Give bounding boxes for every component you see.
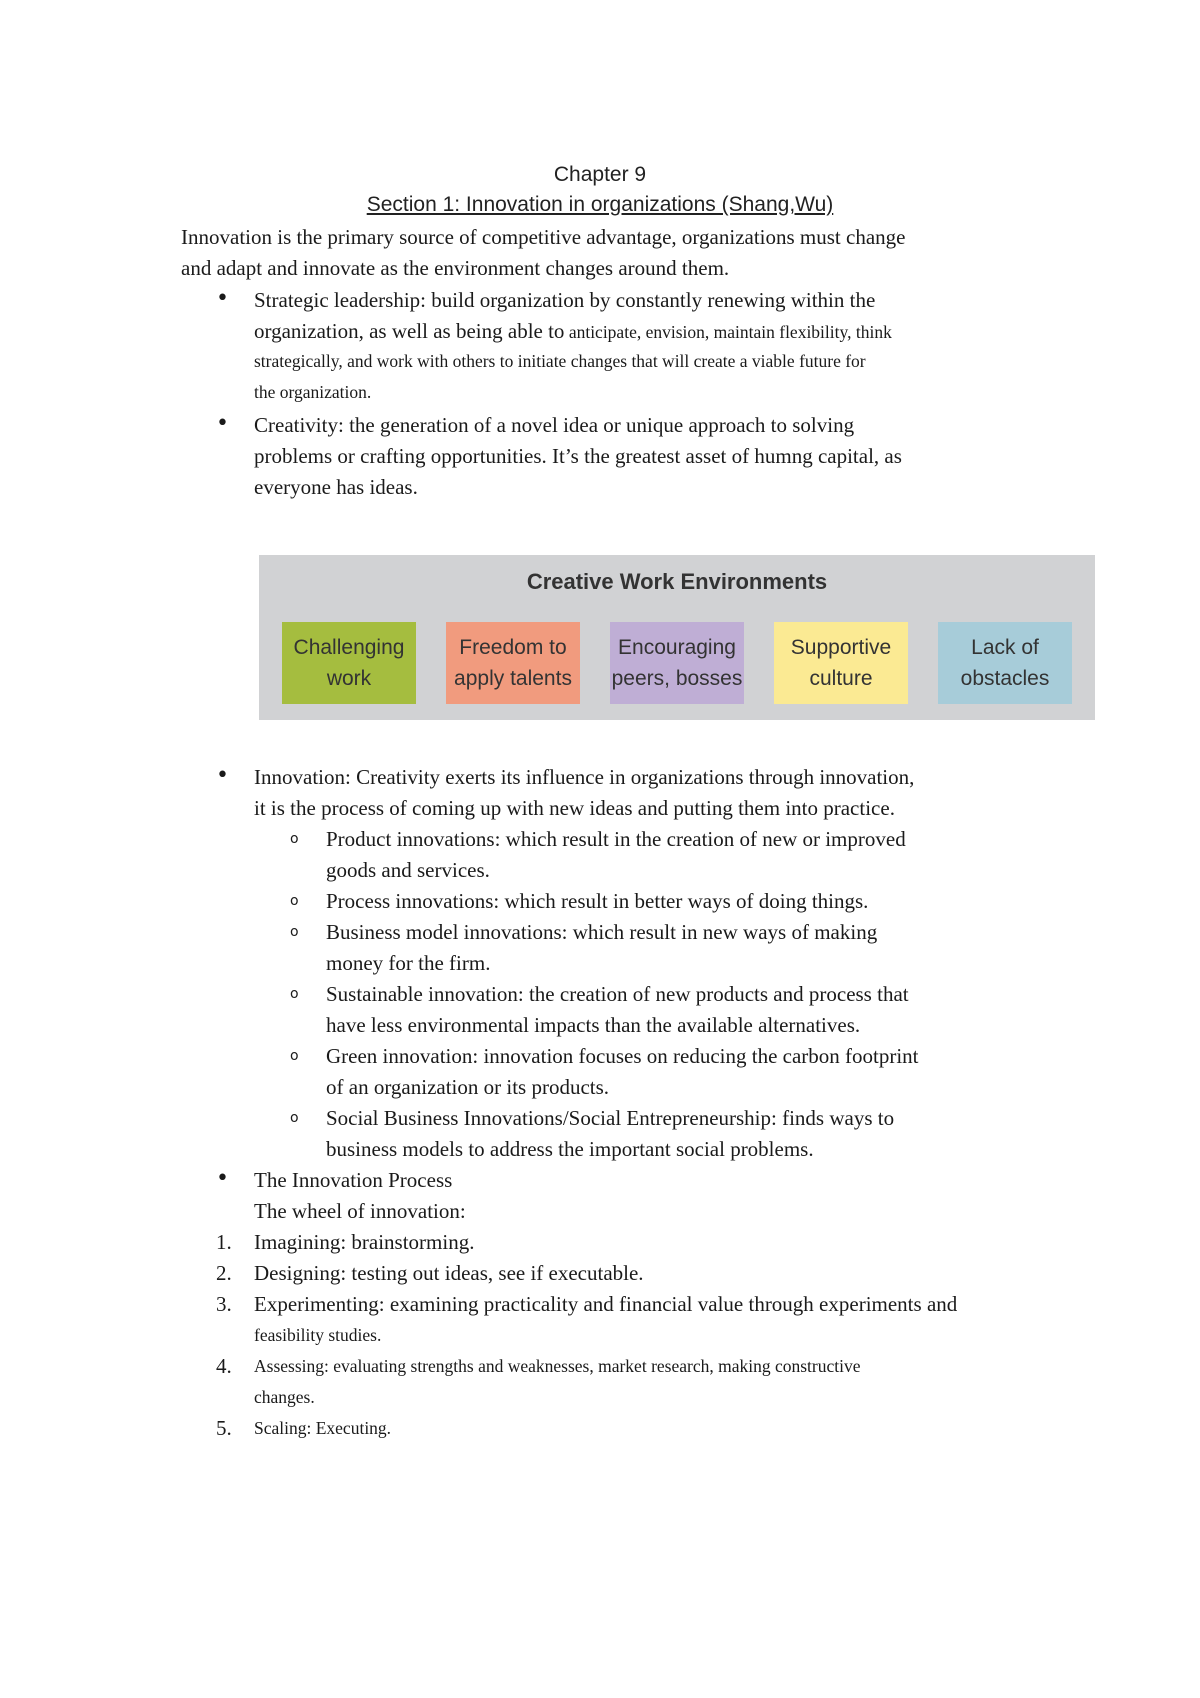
sub-bullet-icon: o xyxy=(290,924,299,940)
strategic-line: the organization. xyxy=(254,382,372,402)
chapter-title: Chapter 9 xyxy=(553,163,647,186)
creativity-line: problems or crafting opportunities. It’s the greatest asset of humng capital, as xyxy=(254,444,902,468)
step-line-part: Experimenting: examining practicality and financial value through experiments and xyxy=(254,1292,958,1316)
intro-line: and adapt and innovate as the environment changes around them. xyxy=(181,256,730,280)
creative-work-environments-figure xyxy=(259,555,1095,720)
intro-line: Innovation is the primary source of competitive advantage, organizations must change xyxy=(181,225,906,249)
step-line: feasibility studies. xyxy=(254,1325,382,1345)
step-line: Designing: testing out ideas, see if executable. xyxy=(254,1261,644,1285)
sub-bullet-icon: o xyxy=(290,986,299,1002)
step-line xyxy=(254,1289,1044,1320)
bullet-icon: • xyxy=(216,411,229,436)
step-line: changes. xyxy=(254,1387,315,1407)
innovation-type-line: have less environmental impacts than the available alternatives. xyxy=(326,1013,861,1037)
process-subtitle: The wheel of innovation: xyxy=(254,1199,466,1223)
figure-title: Creative Work Environments xyxy=(526,569,828,594)
innovation-line: it is the process of coming up with new ideas and putting them into practice. xyxy=(254,796,895,820)
step-number: 4. xyxy=(216,1354,232,1378)
innovation-type-line: Product innovations: which result in the creation of new or improved xyxy=(326,827,906,851)
figure-box-supportive: Supportive culture xyxy=(774,622,908,704)
strategic-line: Strategic leadership: build organization by constantly renewing within the xyxy=(254,288,876,312)
figure-box-encouraging: Encouraging peers, bosses xyxy=(610,622,744,704)
innovation-type-line: Social Business Innovations/Social Entrepreneurship: finds ways to xyxy=(326,1106,895,1130)
sub-bullet-icon: o xyxy=(290,1110,299,1126)
sub-bullet-icon: o xyxy=(290,831,299,847)
bullet-icon: • xyxy=(216,763,229,788)
creativity-line: Creativity: the generation of a novel idea or unique approach to solving xyxy=(254,413,855,437)
step-line: Imagining: brainstorming. xyxy=(254,1230,475,1254)
strategic-line: strategically, and work with others to initiate changes that will create a viable future for xyxy=(254,351,866,371)
step-line: Assessing: evaluating strengths and weaknesses, market research, making constructive xyxy=(254,1356,861,1376)
step-number: 3. xyxy=(216,1292,232,1316)
sub-bullet-icon: o xyxy=(290,893,299,909)
figure-box-freedom: Freedom to apply talents xyxy=(446,622,580,704)
bullet-icon: • xyxy=(216,1166,229,1191)
innovation-type-line: money for the firm. xyxy=(326,951,491,975)
step-number: 2. xyxy=(216,1261,232,1285)
strategic-line xyxy=(254,316,1044,348)
figure-box-challenging: Challenging work xyxy=(282,622,416,704)
creativity-line: everyone has ideas. xyxy=(254,475,418,499)
strategic-line-part: organization, as well as being able to xyxy=(254,319,565,343)
innovation-type-line: goods and services. xyxy=(326,858,490,882)
innovation-type-line: business models to address the important social problems. xyxy=(326,1137,814,1161)
step-number: 5. xyxy=(216,1416,232,1440)
figure-box-obstacles: Lack of obstacles xyxy=(938,622,1072,704)
bullet-icon: • xyxy=(216,286,229,311)
innovation-type-line: Sustainable innovation: the creation of new products and process that xyxy=(326,982,909,1006)
innovation-type-line: Process innovations: which result in better ways of doing things. xyxy=(326,889,869,913)
sub-bullet-icon: o xyxy=(290,1048,299,1064)
strategic-line-part: anticipate, envision, maintain flexibility, think xyxy=(564,322,892,342)
innovation-type-line: Green innovation: innovation focuses on reducing the carbon footprint xyxy=(326,1044,919,1068)
innovation-type-line: Business model innovations: which result in new ways of making xyxy=(326,920,878,944)
step-number: 1. xyxy=(216,1230,232,1254)
innovation-line: Innovation: Creativity exerts its influence in organizations through innovation, xyxy=(254,765,915,789)
process-title: The Innovation Process xyxy=(254,1168,453,1192)
section-title: Section 1: Innovation in organizations (Shang,Wu) xyxy=(366,193,834,216)
step-line: Scaling: Executing. xyxy=(254,1418,392,1438)
innovation-type-line: of an organization or its products. xyxy=(326,1075,610,1099)
